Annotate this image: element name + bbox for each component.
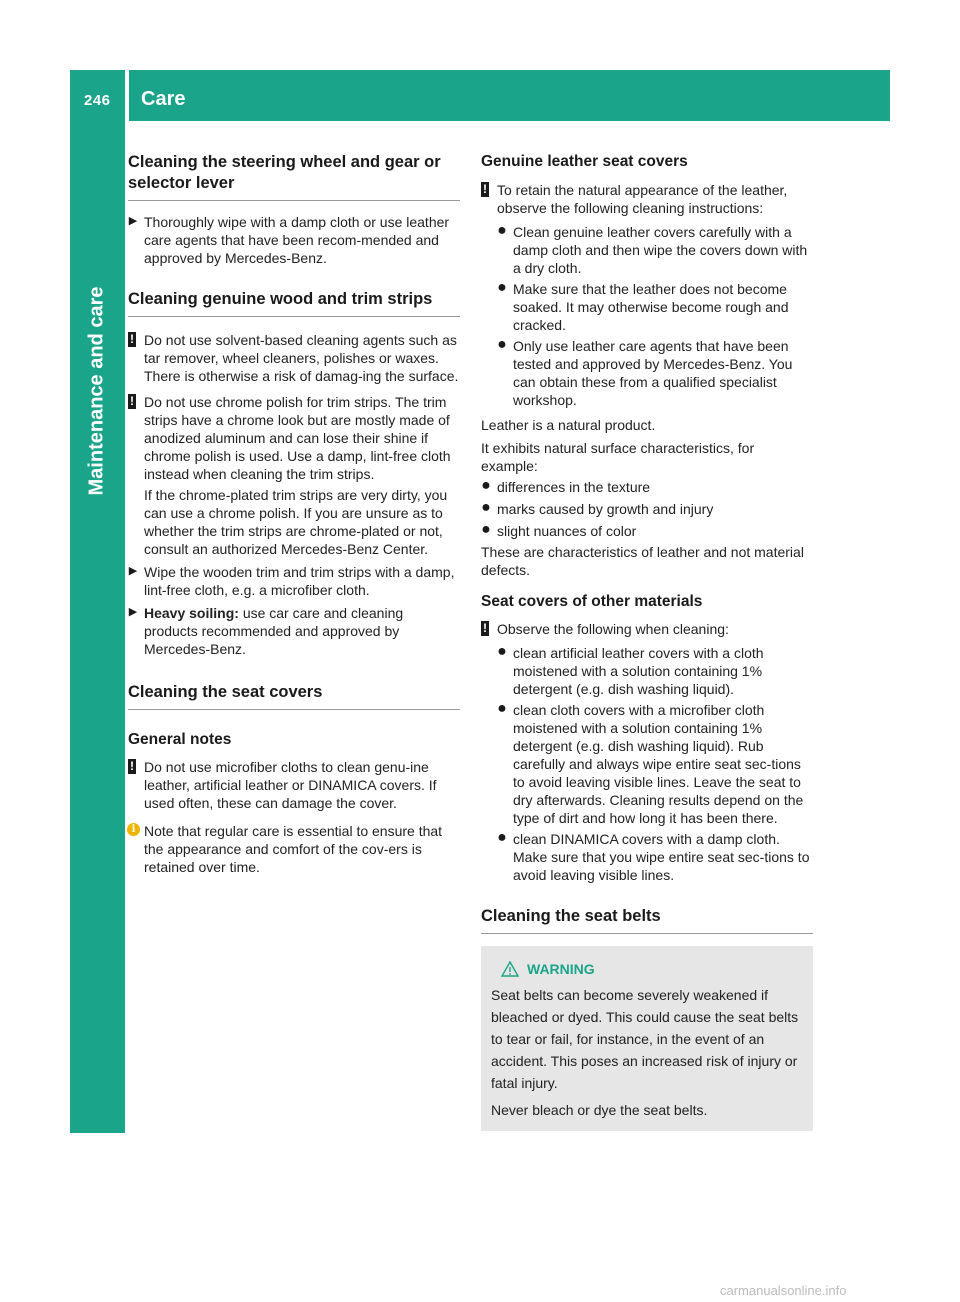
heading-seat-covers: Cleaning the seat covers <box>128 682 460 710</box>
note-item: ! To retain the natural appearance of the leather, observe the following cleaning instructions: <box>483 182 788 216</box>
list-item: ● Only use leather care agents that have been tested and approved by Mercedes-Benz. You can obtain these from a qualified specialist workshop. <box>497 336 793 408</box>
left-column <box>128 152 460 876</box>
note-item: ! Observe the following when cleaning: <box>483 621 729 637</box>
note-item: ! Do not use microfiber cloths to clean genu-ine leather, artificial leather or DINAMICA covers. If used often, these can damage the cover. <box>130 759 437 811</box>
watermark: carmanualsonline.info <box>720 1283 847 1298</box>
list-item: ● Clean genuine leather covers carefully with a damp cloth and then wipe the covers down with a dry cloth. <box>497 222 808 276</box>
step-label: Heavy soiling: <box>144 605 239 621</box>
info-icon: i <box>127 823 140 836</box>
bullet-icon: ● <box>481 499 491 516</box>
warning-box <box>481 946 813 1131</box>
heading-steering-wheel: Cleaning the steering wheel and gear or selector lever <box>128 152 460 201</box>
bullet-icon: ● <box>497 336 507 353</box>
step-arrow-icon: ▶ <box>128 565 138 577</box>
note-item: ! Do not use solvent-based cleaning agents such as tar remover, wheel cleaners, polishes or waxes. There is otherwise a risk of damag-ing the surface. <box>130 332 459 384</box>
paragraph: Leather is a natural product. <box>481 417 656 433</box>
bullet-icon: ● <box>481 521 491 538</box>
paragraph: These are characteristics of leather and not material defects. <box>481 544 804 578</box>
step-item: ▶ Wipe the wooden trim and trim strips with a damp, lint-free cloth, e.g. a microfiber cloth. <box>128 564 455 598</box>
subheading-leather-covers: Genuine leather seat covers <box>481 153 688 170</box>
step-arrow-icon: ▶ <box>128 215 138 227</box>
bullet-icon: ● <box>497 829 507 846</box>
page-number: 246 <box>84 92 111 109</box>
step-arrow-icon: ▶ <box>128 606 138 618</box>
bullet-icon: ● <box>497 700 507 717</box>
info-item: i Note that regular care is essential to ensure that the appearance and comfort of the cov-ers is retained over time. <box>128 822 460 876</box>
step-item: ▶ Heavy soiling: use car care and cleaning products recommended and approved by Mercedes-Benz. <box>128 605 404 657</box>
warning-header <box>491 960 803 978</box>
paragraph: If the chrome-plated trim strips are very dirty, you can use a chrome polish. If you are unsure as to whether the trim strips are chrome-plated or not, consult an authorized Mercedes-Benz Center. <box>144 487 448 557</box>
heading-wood-trim: Cleaning genuine wood and trim strips <box>128 289 460 317</box>
side-tab-label: Maintenance and care <box>85 286 108 496</box>
heading-seat-belts: Cleaning the seat belts <box>481 906 813 934</box>
paragraph: It exhibits natural surface characteristics, for example: <box>481 440 755 474</box>
list-item: ● marks caused by growth and injury <box>481 499 714 517</box>
exclamation-icon: ! <box>130 394 134 408</box>
side-tab-square <box>70 1083 125 1133</box>
warning-text: Seat belts can become severely weakened if bleached or dyed. This could cause the seat belts to tear or fail, for instance, in the event of an accident. This poses an increased risk of injury or fatal injury. <box>491 987 799 1091</box>
bullet-icon: ● <box>497 222 507 239</box>
list-item: ● Make sure that the leather does not become soaked. It may otherwise become rough and cracked. <box>497 279 789 333</box>
note-item: ! Do not use chrome polish for trim strips. The trim strips have a chrome look but are mostly made of anodized aluminum and can lose their shine if chrome polish is used. Use a damp, lint-free cloth instead when cleaning the trim strips. <box>130 394 451 482</box>
exclamation-icon: ! <box>483 182 487 196</box>
list-item: ● clean artificial leather covers with a cloth moistened with a solution containing 1% detergent (e.g. dish washing liquid). <box>497 643 764 697</box>
exclamation-icon: ! <box>130 332 134 346</box>
step-item: ▶ Thoroughly wipe with a damp cloth or use leather care agents that have been recom-mended and approved by Mercedes-Benz. <box>128 214 450 266</box>
header-title: Care <box>141 88 186 110</box>
list-item: ● slight nuances of color <box>481 521 637 539</box>
warning-text: Never bleach or dye the seat belts. <box>491 1102 708 1118</box>
warning-title: WARNING <box>527 961 595 977</box>
header-bar <box>129 70 890 121</box>
bullet-icon: ● <box>497 279 507 296</box>
exclamation-icon: ! <box>483 621 487 635</box>
side-tab <box>70 121 125 1133</box>
right-column <box>481 152 813 1131</box>
page-number-box <box>70 70 125 121</box>
warning-triangle-icon <box>501 961 519 977</box>
bullet-icon: ● <box>497 643 507 660</box>
subheading-other-materials: Seat covers of other materials <box>481 593 703 610</box>
subheading-general-notes: General notes <box>128 731 232 748</box>
list-item: ● clean cloth covers with a microfiber cloth moistened with a solution containing 1% detergent (e.g. dish washing liquid). Rub carefully and always wipe entire seat sec-tions to avoid leaving visible lines. Leave the seat to dry afterwards. Cleaning results depend on the type of dirt and how long it has been there. <box>497 700 804 826</box>
list-item: ● differences in the texture <box>481 477 651 495</box>
bullet-icon: ● <box>481 477 491 494</box>
list-item: ● clean DINAMICA covers with a damp cloth. Make sure that you wipe entire seat sec-tions to avoid leaving visible lines. <box>497 829 810 883</box>
exclamation-icon: ! <box>130 759 134 773</box>
